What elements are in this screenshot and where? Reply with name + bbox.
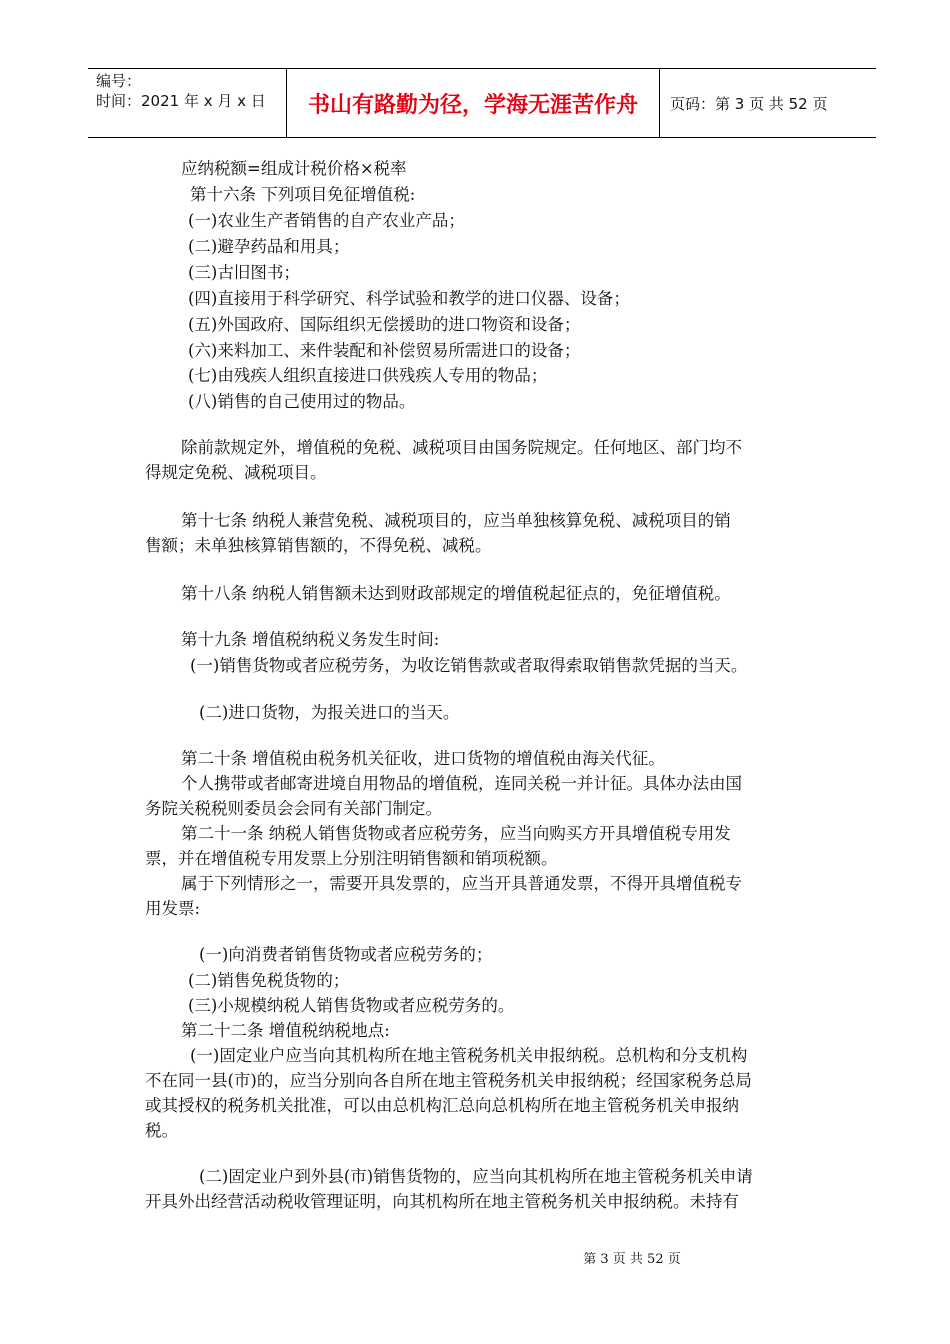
text-line: 或其授权的税务机关批准，可以由总机构汇总向总机构所在地主管税务机关申报纳 xyxy=(145,1096,739,1115)
page-header xyxy=(88,68,876,138)
list-item: (八)销售的自己使用过的物品。 xyxy=(188,392,416,411)
text-line: 售额；未单独核算销售额的，不得免税、减税。 xyxy=(145,536,492,555)
text-line: 得规定免税、减税项目。 xyxy=(145,463,327,482)
list-item: (二)固定业户到外县(市)销售货物的，应当向其机构所在地主管税务机关申请 xyxy=(199,1167,753,1186)
list-item: (一)农业生产者销售的自产农业产品； xyxy=(188,211,465,230)
text-line: 务院关税税则委员会会同有关部门制定。 xyxy=(145,799,442,818)
list-item: (一)固定业户应当向其机构所在地主管税务机关申报纳税。总机构和分支机构 xyxy=(190,1046,748,1065)
text-line: 不在同一县(市)的，应当分别向各自所在地主管税务机关申报纳税；经国家税务总局 xyxy=(145,1071,752,1090)
article-heading: 第十八条 纳税人销售额未达到财政部规定的增值税起征点的，免征增值税。 xyxy=(181,584,731,603)
footer-page-number: 第 3 页 共 52 页 xyxy=(583,1252,681,1267)
list-item: (七)由残疾人组织直接进口供残疾人专用的物品； xyxy=(188,366,548,385)
article-heading: 第十九条 增值税纳税义务发生时间: xyxy=(181,630,440,649)
list-item: (六)来料加工、来件装配和补偿贸易所需进口的设备； xyxy=(188,341,581,360)
list-item: (二)进口货物，为报关进口的当天。 xyxy=(199,703,460,722)
list-item: (一)销售货物或者应税劳务，为收讫销售款或者取得索取销售款凭据的当天。 xyxy=(190,656,748,675)
header-page-number: 页码：第 3 页 共 52 页 xyxy=(670,94,828,113)
header-meta xyxy=(88,69,286,137)
article-heading: 第二十一条 纳税人销售货物或者应税劳务，应当向购买方开具增值税专用发 xyxy=(181,824,731,843)
list-item: (二)销售免税货物的； xyxy=(188,971,350,990)
text-line: 个人携带或者邮寄进境自用物品的增值税，连同关税一并计征。具体办法由国 xyxy=(181,774,742,793)
document-time-label: 时间：2021 年 x 月 x 日 xyxy=(96,92,266,110)
list-item: (五)外国政府、国际组织无偿援助的进口物资和设备； xyxy=(188,315,581,334)
text-line: 属于下列情形之一，需要开具发票的，应当开具普通发票，不得开具增值税专 xyxy=(181,874,742,893)
article-heading: 第十七条 纳税人兼营免税、减税项目的，应当单独核算免税、减税项目的销 xyxy=(181,511,731,530)
text-line: 税。 xyxy=(145,1121,178,1140)
list-item: (三)小规模纳税人销售货物或者应税劳务的。 xyxy=(188,996,515,1015)
article-heading: 第二十条 增值税由税务机关征收，进口货物的增值税由海关代征。 xyxy=(181,749,665,768)
text-line: 除前款规定外，增值税的免税、减税项目由国务院规定。任何地区、部门均不 xyxy=(181,438,742,457)
article-heading: 第十六条 下列项目免征增值税: xyxy=(190,185,416,204)
list-item: (二)避孕药品和用具； xyxy=(188,237,350,256)
document-number-label: 编号： xyxy=(96,72,142,90)
list-item: (四)直接用于科学研究、科学试验和教学的进口仪器、设备； xyxy=(188,289,630,308)
text-line: 票，并在增值税专用发票上分别注明销售额和销项税额。 xyxy=(145,849,558,868)
list-item: (一)向消费者销售货物或者应税劳务的； xyxy=(199,945,493,964)
text-line: 开具外出经营活动税收管理证明，向其机构所在地主管税务机关申报纳税。未持有 xyxy=(145,1192,739,1211)
page-footer xyxy=(0,1248,950,1267)
header-motto: 书山有路勤为径，学海无涯苦作舟 xyxy=(286,69,660,137)
text-line: 用发票: xyxy=(145,899,201,918)
text-line: 应纳税额=组成计税价格×税率 xyxy=(181,159,407,178)
article-heading: 第二十二条 增值税纳税地点: xyxy=(181,1021,390,1040)
list-item: (三)古旧图书； xyxy=(188,263,300,282)
